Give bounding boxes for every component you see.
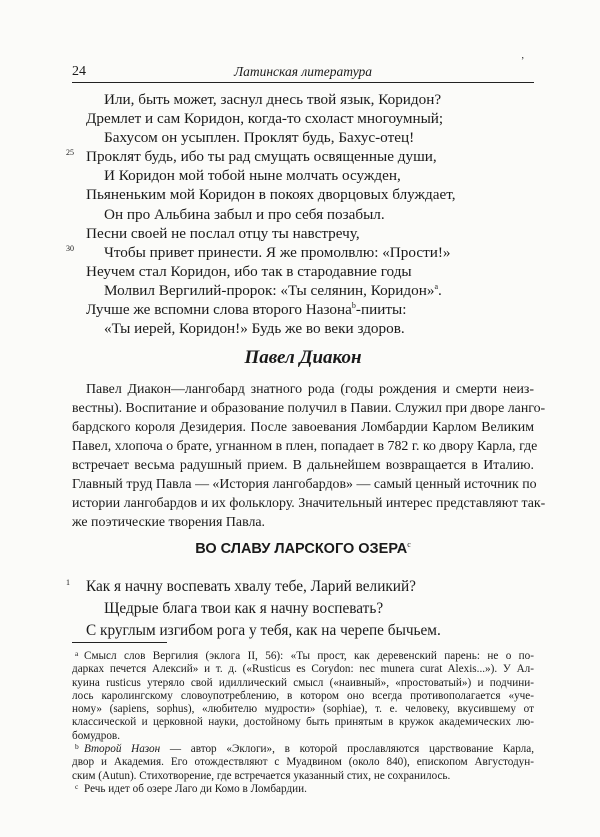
poem-line-text: Или, быть может, заснул днесь твой язык, Коридон?: [104, 91, 442, 108]
footnote-b: [72, 743, 534, 783]
footnote-line: [72, 690, 534, 703]
line-number: 1: [66, 578, 70, 587]
footnote-line: [72, 743, 534, 756]
footnote-text: дарках печется Алексий» и т. д. («Rusticus es Corydon: nec munera curat Alexis...»). У Ал-: [72, 663, 534, 676]
line-number: 30: [66, 243, 74, 253]
poem-line-text: Проклят будь, ибо ты рад смущать освященные души,: [86, 148, 437, 166]
poem-line-text: С круглым изгибом рога у тебя, как на черепе бычьем.: [86, 622, 441, 639]
footnote-text: бомудров.: [72, 729, 120, 742]
poem-line: [72, 90, 542, 109]
prose-line: Павел, хлопоча о брате, угнанном в плен, попадает в 782 г. ко двору Карла, где: [72, 439, 538, 454]
poem-line: [72, 205, 542, 224]
poem-line: [66, 147, 542, 166]
footnote-ref: b: [351, 301, 356, 311]
poem-line: [72, 185, 542, 204]
prose-line: Главный труд Павла — «История лангобардов» — самый ценный источник по: [72, 477, 537, 492]
footnote-a: [72, 650, 534, 743]
footnote-line: [72, 716, 534, 729]
poem-line: [72, 109, 542, 128]
prose-line: же поэтические творения Павла.: [72, 515, 266, 530]
poem-line-tail: -пииты:: [355, 301, 407, 319]
page-number: 24: [72, 64, 86, 79]
footnote-text: куина rusticus утеряло свой идиллический смысл («наивный», «простоватый») и подчини-: [72, 676, 534, 689]
footnote-line: [72, 730, 534, 743]
poem-line: [72, 300, 542, 319]
footnote-ref-c: c: [407, 540, 411, 549]
poem-line: [72, 620, 542, 642]
poem-title-text: ВО СЛАВУ ЛАРСКОГО ОЗЕРА: [195, 541, 408, 557]
poem-line: [72, 224, 542, 243]
print-speck: ’: [521, 56, 525, 67]
footnote-text: Речь идет об озере Лаго ди Комо в Ломбардии.: [84, 782, 307, 795]
poem-line-text: Лучше же вспомни слова второго Назона: [86, 301, 352, 319]
poem-alcuin: [66, 90, 542, 338]
footnote-ref: a: [434, 281, 439, 291]
prose-line: встречает весьма радушный прием. В дальнейшем возвращается в Италию.: [72, 458, 534, 473]
poem-line: [66, 576, 542, 598]
poem-line-text: Пьяненьким мой Коридон в покоях дворцовых блуждает,: [86, 186, 456, 204]
poem-line-text: Бахусом он усыплен. Проклят будь, Бахус-отец!: [104, 129, 415, 147]
footnote-text: Смысл слов Вергилия (эклога II, 56): «Ты прост, как деревенский парень: не о по-: [84, 650, 534, 662]
footnote-line: [72, 703, 534, 716]
poem-line: [66, 243, 542, 262]
poem-line-text: Как я начну воспевать хвалу тебе, Ларий великий?: [86, 578, 416, 595]
poem-line: [72, 262, 542, 281]
footnote-marker: a: [75, 649, 79, 658]
footnote-c: [72, 783, 534, 796]
poem-line-text: Дремлет и сам Коридон, когда-то схоласт многоумный;: [86, 110, 444, 128]
poem-line-text: Щедрые блага твои как я начну воспевать?: [104, 600, 384, 617]
prose-line: бардского короля Дезидерия. После завоевания Ломбардии Карлом Великим: [72, 420, 534, 435]
footnote-marker: b: [75, 742, 79, 752]
poem-lake-lario: [66, 576, 542, 642]
footnote-line: [72, 677, 534, 690]
running-title: Латинская литература: [233, 64, 373, 79]
section-title: Павел Диакон: [244, 347, 362, 368]
running-header: [72, 60, 534, 83]
footnote-line: двор и Академия. Его отождествляют с Муадвином (около 840), епископом Августодун-: [72, 756, 534, 769]
footnote-rule: [72, 642, 167, 643]
footnote-line: [72, 783, 534, 796]
poem-line-text: Чтобы привет принести. Я же промолвлю: «Прости!»: [104, 243, 451, 261]
poem-line-text: Песни своей не послал отцу ты навстречу,: [86, 224, 360, 242]
footnote-line: [72, 650, 534, 663]
poem-line: [72, 166, 542, 185]
biography-paragraph: [72, 380, 546, 532]
poem-line: [72, 128, 542, 147]
line-number: 25: [66, 148, 74, 158]
footnote-line: ским (Autun). Стихотворение, где встречается указанный стих, не сохранилось.: [72, 769, 451, 782]
poem-title: [72, 541, 534, 557]
footnote-text: лось каролингскому словоупотреблению, в котором оно всегда противополагается «уче-: [72, 689, 534, 702]
footnote-text: ному» (sapiens, sophus), «любителю мудрости» (sophiae), т. е. человеку, вкусившему от: [72, 703, 534, 716]
poem-line-text: Он про Альбина забыл и про себя позабыл.: [104, 205, 385, 223]
footnote-text: классической и церковной науки, достойному быть принятым в кружок академических лю-: [72, 716, 534, 729]
poem-line-text: Неучем стал Коридон, ибо так в стародавние годы: [86, 262, 412, 280]
footnote-line: [72, 663, 534, 676]
footnote-text: — автор «Эклоги», в которой прославляются царствование Карла,: [160, 743, 534, 756]
prose-line: истории лангобардов и их фольклору. Значительный интерес представляют так-: [72, 496, 546, 511]
poem-line: [72, 281, 542, 300]
poem-line-tail: .: [438, 281, 442, 299]
poem-line-text: Молвил Вергилий-пророк: «Ты селянин, Коридон»: [104, 281, 435, 299]
poem-line: [72, 319, 542, 338]
footnote-marker: c: [75, 781, 79, 791]
poem-line-text: И Коридон мой тобой ныне молчать осужден,: [104, 167, 401, 185]
poem-line-text: «Ты иерей, Коридон!» Будь же во веки здоров.: [104, 320, 405, 338]
prose-line: Павел Диакон—лангобард знатного рода (годы рождения и смерти неиз-: [86, 382, 534, 397]
poem-line: [72, 598, 542, 620]
footnotes: [72, 650, 534, 796]
footnote-term: Второй Назон: [84, 743, 161, 756]
prose-line: вестны). Воспитание и образование получил в Павии. Служил при дворе ланго-: [72, 401, 546, 416]
